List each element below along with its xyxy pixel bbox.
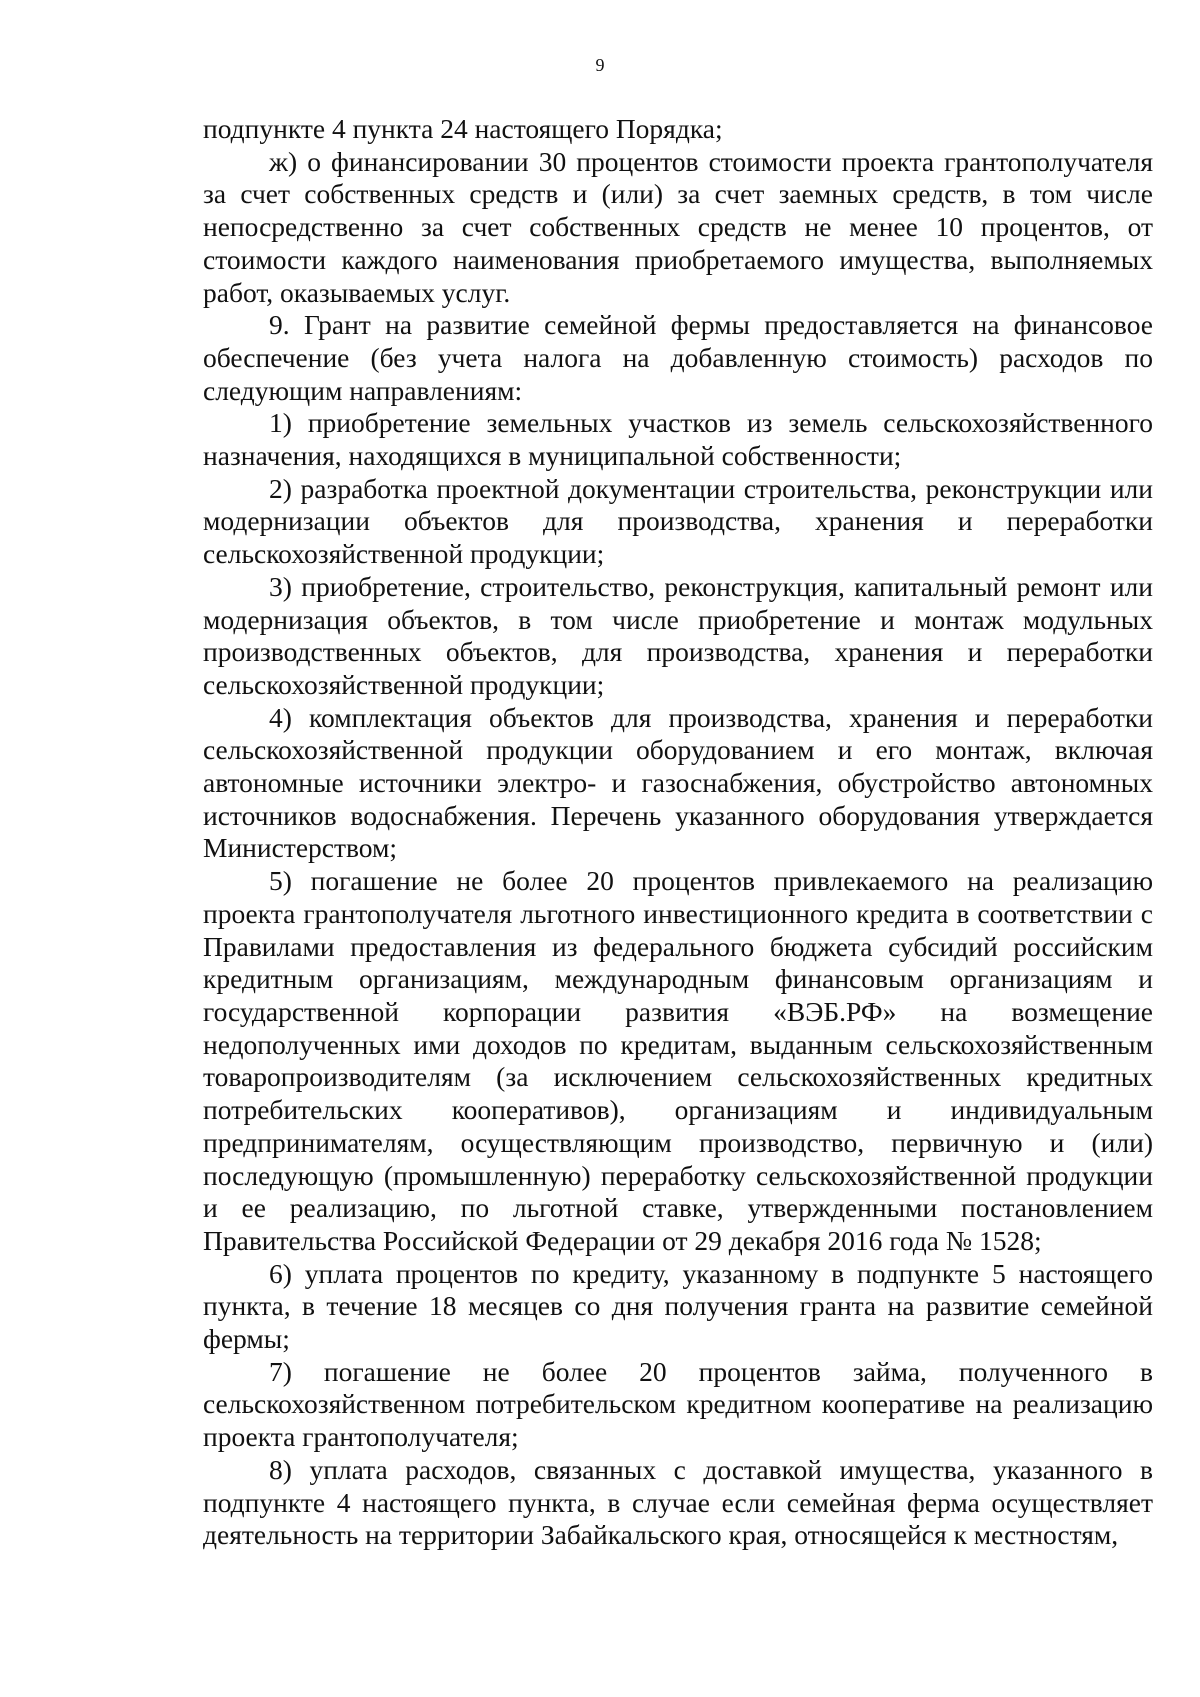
paragraph-point-9: 9. Грант на развитие семейной фермы предоставляется на финансовое обеспечение (без учета налога на добавленную стоимость) расходов по следующим направлениям:	[203, 309, 1153, 406]
paragraph-subitem-1: 1) приобретение земельных участков из земель сельскохозяйственного назначения, находящихся в муниципальной собственности;	[203, 407, 1153, 472]
paragraph-continuation: подпункте 4 пункта 24 настоящего Порядка;	[203, 113, 723, 144]
paragraph-subitem-5: 5) погашение не более 20 процентов привлекаемого на реализацию проекта грантополучателя льготного инвестиционного кредита в соответствии с Правилами предоставления из федерального бюджета субсидий российским кредитным организациям, международным финансовым организациям и государственной корпорации развития «ВЭБ.РФ» на возмещение недополученных ими доходов по кредитам, выданным сельскохозяйственным товаропроизводителям (за исключением сельскохозяйственных кредитных потребительских кооперативов), организациям и индивидуальным предпринимателям, осуществляющим производство, первичную и (или) последующую (промышленную) переработку сельскохозяйственной продукции и ее реализацию, по льготной ставке, утвержденными постановлением Правительства Российской Федерации от 29 декабря 2016 года № 1528;	[203, 865, 1153, 1256]
page-number: 9	[595, 55, 605, 75]
paragraph-subitem-8: 8) уплата расходов, связанных с доставкой имущества, указанного в подпункте 4 настоящего пункта, в случае если семейная ферма осуществляет деятельность на территории Забайкальского края, относящейся к местностям,	[203, 1453, 1153, 1551]
document-body	[203, 113, 1153, 1552]
paragraph-subitem-7: 7) погашение не более 20 процентов займа, полученного в сельскохозяйственном потребительском кредитном кооперативе на реализацию проекта грантополучателя;	[203, 1355, 1153, 1453]
paragraph-subitem-4: 4) комплектация объектов для производства, хранения и переработки сельскохозяйственной продукции оборудованием и его монтаж, включая автономные источники электро- и газоснабжения, обустройство автономных источников водоснабжения. Перечень указанного оборудования утверждается Министерством;	[203, 701, 1153, 864]
paragraph-subitem-6: 6) уплата процентов по кредиту, указанному в подпункте 5 настоящего пункта, в течение 18 месяцев со дня получения гранта на развитие семейной фермы;	[203, 1257, 1153, 1355]
paragraph-subitem-2: 2) разработка проектной документации строительства, реконструкции или модернизации объектов для производства, хранения и переработки сельскохозяйственной продукции;	[203, 472, 1153, 570]
paragraph-item-zh: ж) о финансировании 30 процентов стоимости проекта грантополучателя за счет собственных средств и (или) за счет заемных средств, в том числе непосредственно за счет собственных средств не менее 10 процентов, от стоимости каждого наименования приобретаемого имущества, выполняемых работ, оказываемых услуг.	[203, 145, 1153, 308]
paragraph-subitem-3: 3) приобретение, строительство, реконструкция, капитальный ремонт или модернизация объектов, в том числе приобретение и монтаж модульных производственных объектов, для производства, хранения и переработки сельскохозяйственной продукции;	[203, 570, 1153, 700]
